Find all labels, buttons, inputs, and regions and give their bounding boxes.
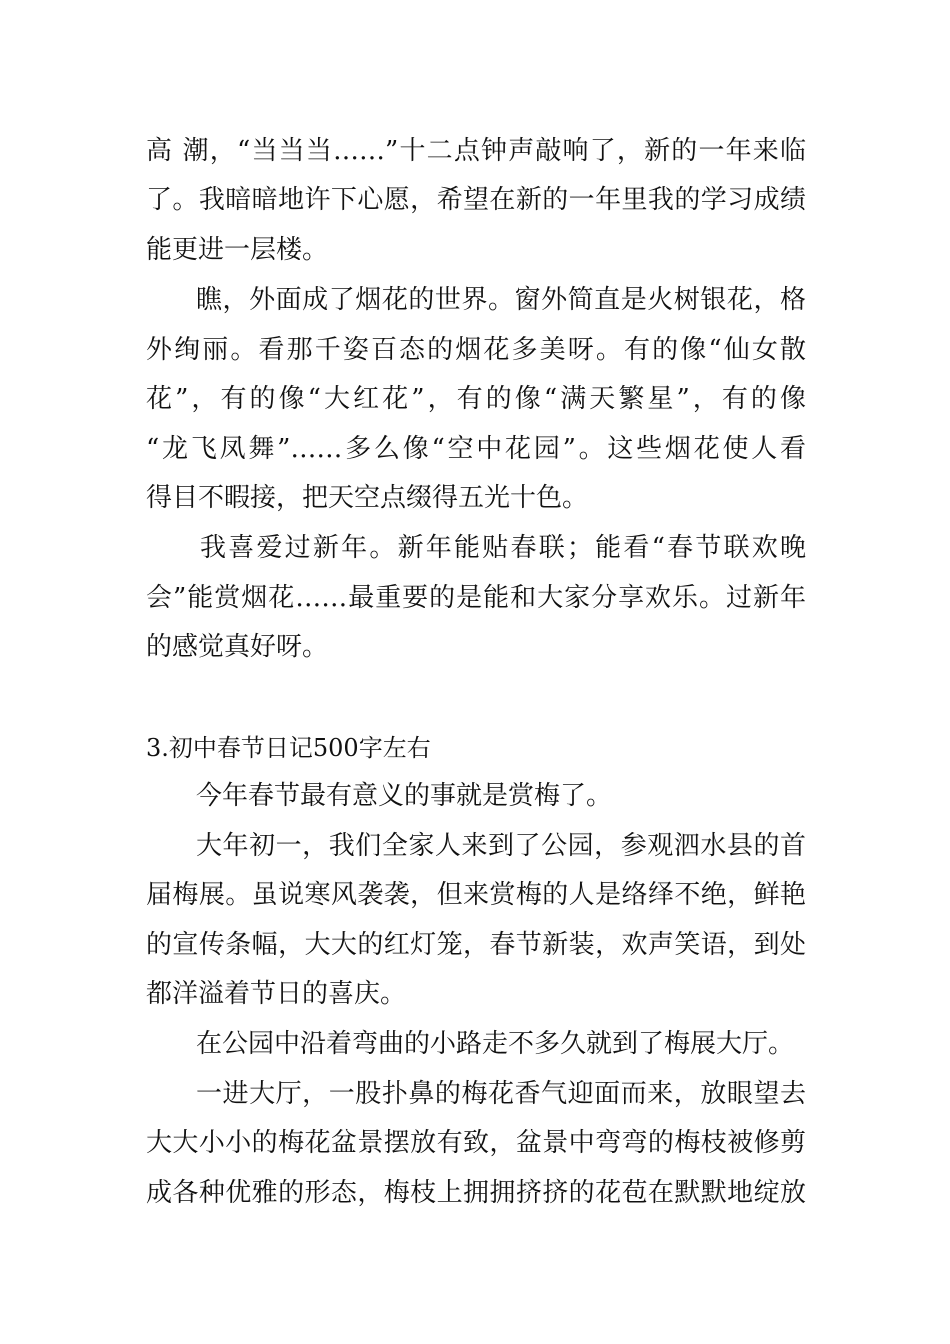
paragraph-line: 一进大厅，一股扑鼻的梅花香气迎面而来，放眼望去 <box>196 1079 806 1109</box>
paragraph-line: 成各种优雅的形态，梅枝上拥拥挤挤的花苞在默默地绽放 <box>146 1178 806 1208</box>
paragraph-line: 的宣传条幅，大大的红灯笼，春节新装，欢声笑语，到处 <box>146 930 806 960</box>
paragraph-line: 届梅展。虽说寒风袭袭，但来赏梅的人是络绎不绝，鲜艳 <box>146 880 806 910</box>
paragraph-line: 外绚丽。看那千姿百态的烟花多美呀。有的像“仙女散 <box>146 335 806 365</box>
paragraph-line: 瞧，外面成了烟花的世界。窗外简直是火树银花，格 <box>196 285 806 315</box>
paragraph-line: “龙飞凤舞”……多么像“空中花园”。这些烟花使人看 <box>146 434 806 464</box>
paragraph-line: 的感觉真好呀。 <box>146 632 329 662</box>
paragraph-line: 大年初一，我们全家人来到了公园，参观泗水县的首 <box>196 831 806 861</box>
paragraph-line: 今年春节最有意义的事就是赏梅了。 <box>196 781 613 811</box>
paragraph-line: 高 潮，“当当当……”十二点钟声敲响了，新的一年来临 <box>146 136 806 166</box>
paragraph-line: 大大小小的梅花盆景摆放有致，盆景中弯弯的梅枝被修剪 <box>146 1128 806 1158</box>
paragraph-line: 会”能赏烟花……最重要的是能和大家分享欢乐。过新年 <box>146 583 806 613</box>
paragraph-line: 得目不暇接，把天空点缀得五光十色。 <box>146 483 589 513</box>
paragraph-line: 我喜爱过新年。新年能贴春联；能看“春节联欢晚 <box>200 533 806 563</box>
paragraph-line: 在公园中沿着弯曲的小路走不多久就到了梅展大厅。 <box>196 1029 795 1059</box>
paragraph-line: 花”，有的像“大红花”，有的像“满天繁星”，有的像 <box>146 384 806 414</box>
paragraph-line: 能更进一层楼。 <box>146 235 329 265</box>
section-heading: 3.初中春节日记500字左右 <box>146 734 431 762</box>
paragraph-line: 都洋溢着节日的喜庆。 <box>146 979 407 1009</box>
paragraph-line: 了。我暗暗地许下心愿，希望在新的一年里我的学习成绩 <box>146 185 806 215</box>
